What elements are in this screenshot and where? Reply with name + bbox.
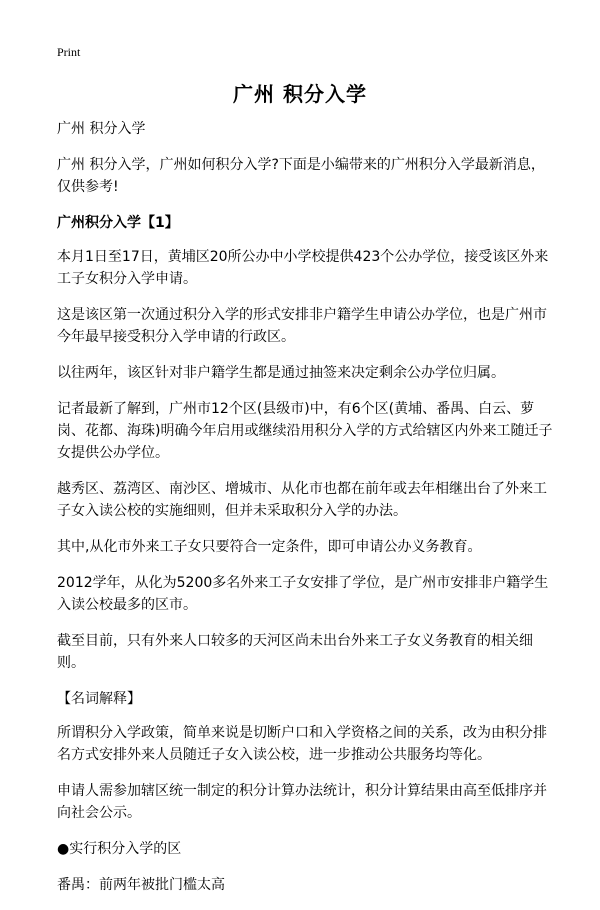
intro-paragraph: 广州 积分入学，广州如何积分入学?下面是小编带来的广州积分入学最新消息，仅供参考!: [57, 157, 545, 195]
term-heading: 【名词解释】: [57, 691, 141, 707]
bullet-heading: ●实行积分入学的区: [57, 841, 182, 857]
section-heading: 广州积分入学【1】: [57, 215, 179, 231]
paragraph: 以往两年，该区针对非户籍学生都是通过抽签来决定剩余公办学位归属。: [57, 365, 505, 381]
paragraph: 本月1日至17日，黄埔区20所公办中小学校提供423个公办学位，接受该区外来工子女积分入学申请。: [57, 249, 549, 287]
paragraph: 越秀区、荔湾区、南沙区、增城市、从化市也都在前年或去年相继出台了外来工子女入读公校的实施细则，但并未采取积分入学的办法。: [57, 481, 547, 519]
paragraph: 其中,从化市外来工子女只要符合一定条件，即可申请公办义务教育。: [57, 539, 482, 555]
paragraph: 记者最新了解到，广州市12个区(县级市)中，有6个区(黄埔、番禺、白云、萝岗、花都、海珠)明确今年启用或继续沿用积分入学的方式给辖区内外来工随迁子女提供公办学位。: [57, 401, 553, 461]
term-paragraph: 申请人需参加辖区统一制定的积分计算办法统计，积分计算结果由高至低排序并向社会公示。: [57, 783, 547, 821]
article-subtitle: 广州 积分入学: [57, 121, 146, 137]
term-paragraph: 所谓积分入学政策，简单来说是切断户口和入学资格之间的关系，改为由积分排名方式安排外来人员随迁子女入读公校，进一步推动公共服务均等化。: [57, 725, 547, 763]
paragraph: 截至目前，只有外来人口较多的天河区尚未出台外来工子女义务教育的相关细则。: [57, 633, 533, 671]
article-body: [57, 118, 553, 910]
print-link[interactable]: Print: [57, 45, 81, 59]
last-line: 番禺：前两年被批门槛太高: [57, 877, 225, 893]
paragraph: 2012学年，从化为5200多名外来工子女安排了学位，是广州市安排非户籍学生入读公校最多的区市。: [57, 575, 549, 613]
page-title: 广州 积分入学: [233, 82, 367, 106]
paragraph: 这是该区第一次通过积分入学的形式安排非户籍学生申请公办学位，也是广州市今年最早接受积分入学申请的行政区。: [57, 307, 547, 345]
